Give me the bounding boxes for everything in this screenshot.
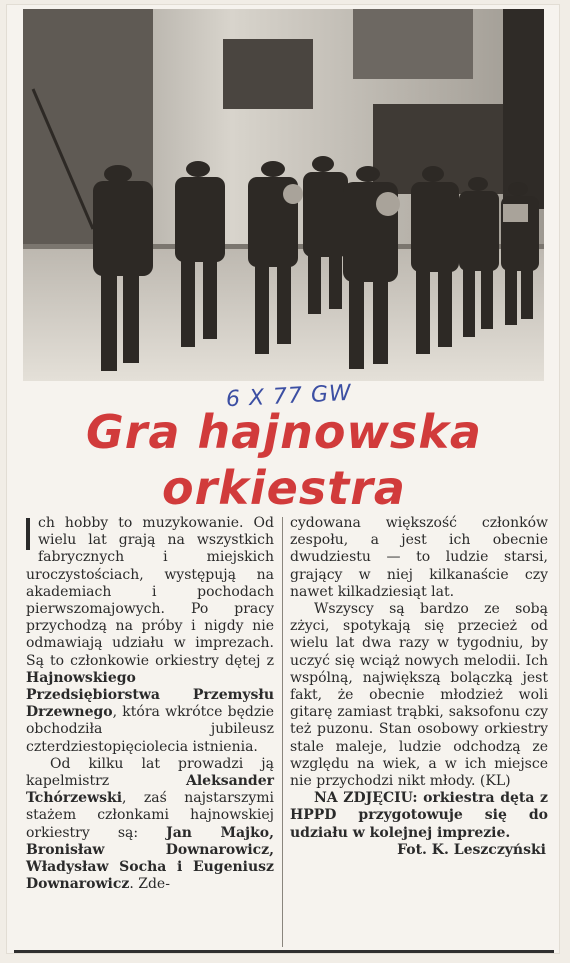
article-paragraph-2 [26,756,274,894]
paragraph-2-text-mid: , zaś najstarszymi stażem członkami hajnowskiej orkiestry są: [26,790,274,841]
headline [24,404,544,516]
paragraph-2-conductor-name: Aleksander Tchórzewski [26,773,274,807]
paragraph-1-text-start: ch hobby to muzykowanie. Od wielu lat grają na wszystkich fabrycznych i miejskich uroczystościach, występują na akademiach i pochodach pierwszomajowych. Po pracy przychodzą na próby i nigdy nie odmawiają udziału w imprezach. Są to członkowie orkiestry dętej z [26,515,274,669]
paragraph-1-text-end: , która wkrótce będzie obchodziła jubileusz czterdziestopięciolecia istnienia. [26,704,274,755]
article-paragraph-1 [26,515,274,756]
paragraph-2-text-end: . Zde- [129,876,170,893]
headline-line-1: Gra hajnowska [86,405,482,459]
paragraph-2-text-start: Od kilku lat prowadzi ją kapelmistrz [26,755,274,790]
paragraph-1-company-name: Hajnowskiego Przedsiębiorstwa Przemysłu Drzewnego [26,669,274,721]
column-divider [282,517,283,947]
pencil-annotation: 6 X 77 GW [225,380,353,413]
orchestra-photo [23,9,544,381]
photo-caption: NA ZDJĘCIU: orkiestra dęta z HPPD przygotowuje się do udziału w kolejnej imprezie. [290,790,548,841]
article-column-left [26,515,274,893]
paragraph-2-member-names: Jan Majko, Bronisław Downarowicz, Władysław Socha i Eugeniusz Downarowicz [26,824,274,893]
bottom-rule [14,950,554,953]
article-paragraph-3: Wszyscy są bardzo ze sobą zżyci, spotykają się przecież od wielu lat dwa razy w tygodniu, by uczyć się wciąż nowych melodii. Ich wspólną, największą bolączką jest fakt, że obecnie młodzież woli gitarę zamiast trąbki, saksofonu czy też puzonu. Stan osobowy orkiestry stale maleje, ludzie odchodzą ze względu na wiek, a w ich miejsce nie przychodzi nikt młody. (KL) [290,601,548,790]
article-body [26,515,554,955]
article-column-right [290,515,548,859]
article-paragraph-2-continued: cydowana większość członków zespołu, a jest ich obecnie dwudziestu — to ludzie starsi, grający w niej kilkanaście czy nawet kilkadziesiąt lat. [290,515,548,600]
headline-line-2: orkiestra [162,461,406,515]
photo-credit: Fot. K. Leszczyński [397,841,546,858]
dropcap-bar [26,518,30,550]
